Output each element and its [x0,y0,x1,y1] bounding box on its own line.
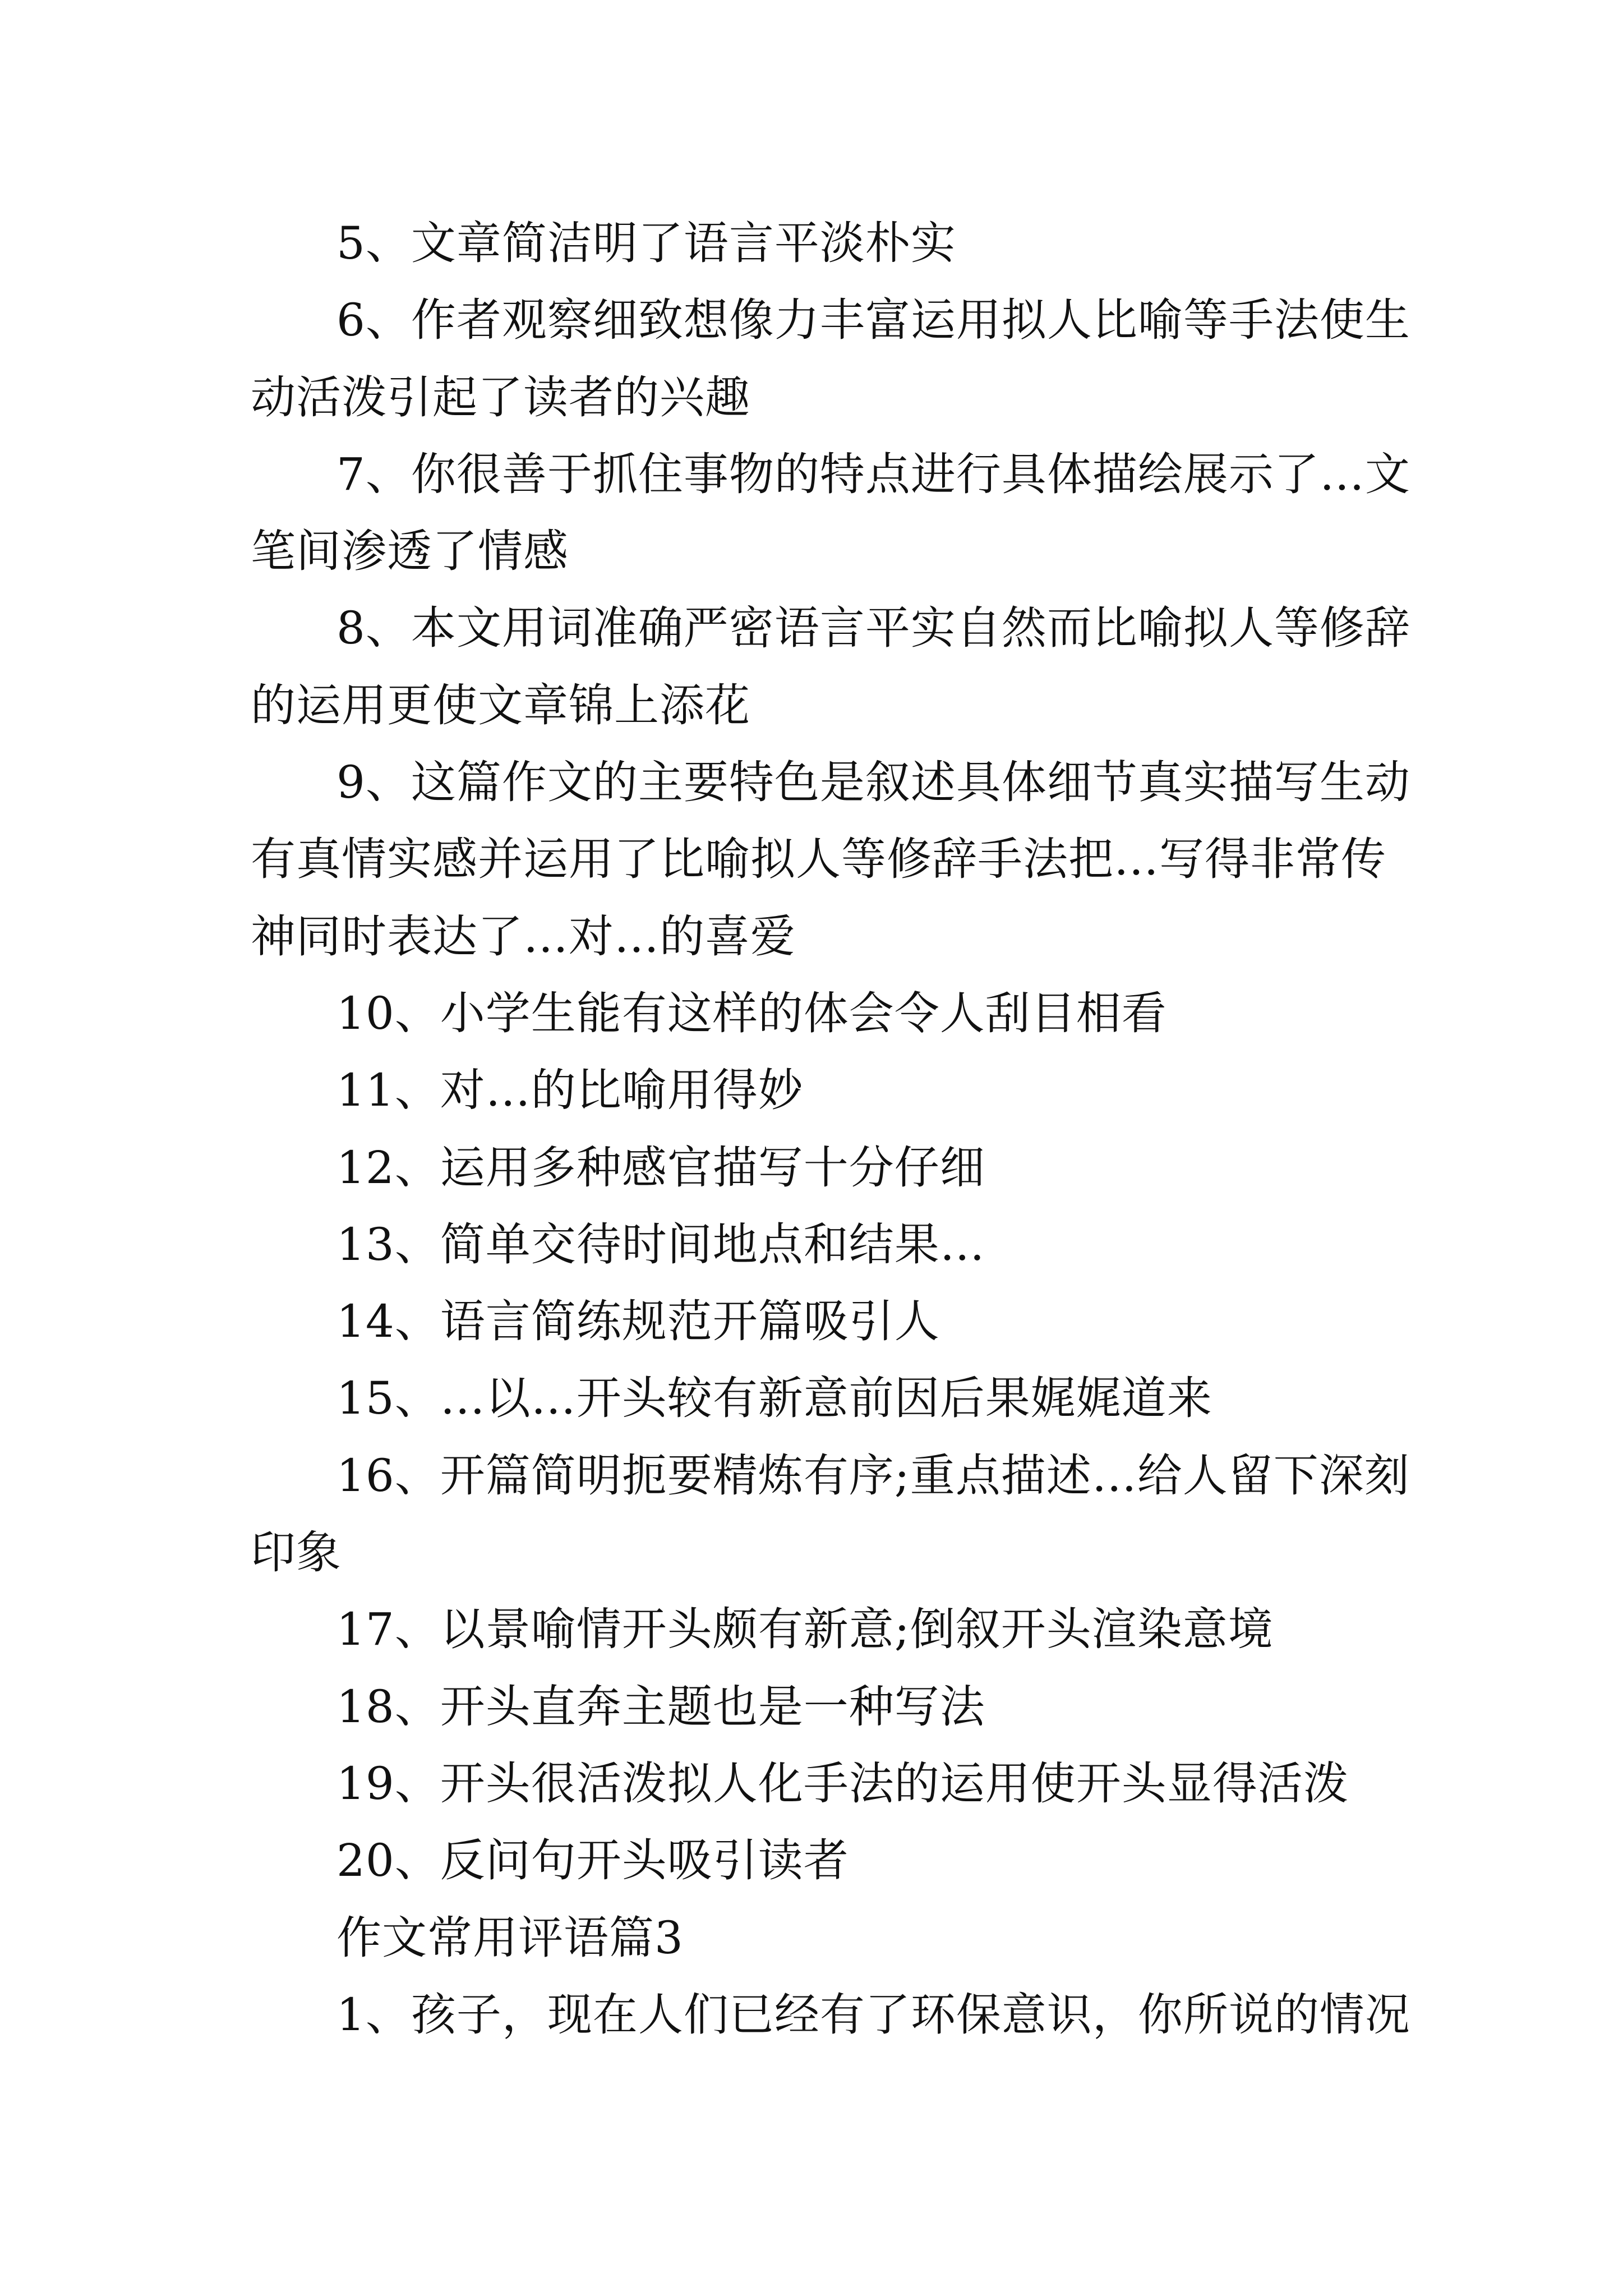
paragraph [251,590,1428,744]
section-heading-block [251,1899,1428,1976]
text-line: 5、文章简洁明了语言平淡朴实 [336,217,956,269]
paragraph [251,1437,1428,1591]
paragraph [251,1668,1428,1745]
text-line: 1、孩子，现在人们已经有了环保意识，你所说的情况 [336,1988,1410,2041]
text-line: 8、本文用词准确严密语言平实自然而比喻拟人等修辞 [336,602,1410,655]
paragraph [251,1745,1428,1822]
paragraph [251,1822,1428,1899]
text-line: 7、你很善于抓住事物的特点进行具体描绘展示了…文 [336,448,1410,500]
paragraph [251,1283,1428,1360]
text-line: 19、开头很活泼拟人化手法的运用使开头显得活泼 [336,1757,1349,1810]
paragraph [251,975,1428,1052]
text-line: 12、运用多种感官描写十分仔细 [336,1141,985,1194]
text-line: 6、作者观察细致想像力丰富运用拟人比喻等手法使生 [336,294,1410,347]
text-line: 动活泼引起了读者的兴趣 [251,371,750,424]
text-line: 16、开篇简明扼要精炼有序;重点描述…给人留下深刻 [336,1449,1410,1502]
text-line: 18、开头直奔主题也是一种写法 [336,1680,985,1733]
text-line: 笔间渗透了情感 [251,525,569,578]
paragraph [251,1129,1428,1206]
text-line: 11、对…的比喻用得妙 [336,1064,804,1117]
paragraph [251,1206,1428,1283]
text-line: 9、这篇作文的主要特色是叙述具体细节真实描写生动 [336,756,1410,809]
paragraph [251,1360,1428,1437]
text-line: 印象 [251,1526,342,1579]
paragraph [251,436,1428,590]
text-line: 15、…以…开头较有新意前因后果娓娓道来 [336,1372,1212,1425]
text-line: 14、语言简练规范开篇吸引人 [336,1295,940,1348]
paragraph [251,1591,1428,1668]
paragraph [251,205,1428,282]
text-line: 17、以景喻情开头颇有新意;倒叙开头渲染意境 [336,1603,1274,1656]
paragraph [251,282,1428,436]
paragraph [251,1976,1428,2053]
paragraph [251,744,1428,975]
text-line: 20、反问句开头吸引读者 [336,1834,849,1887]
text-line: 有真情实感并运用了比喻拟人等修辞手法把…写得非常传 [251,833,1386,886]
paragraph [251,1052,1428,1129]
text-line: 10、小学生能有这样的体会令人刮目相看 [336,987,1167,1039]
text-line: 13、简单交待时间地点和结果… [336,1218,985,1271]
text-line: 的运用更使文章锦上添花 [251,679,750,731]
text-line: 神同时表达了…对…的喜爱 [251,910,796,963]
document-body [251,205,1428,2053]
section-heading: 作文常用评语篇3 [336,1911,684,1964]
